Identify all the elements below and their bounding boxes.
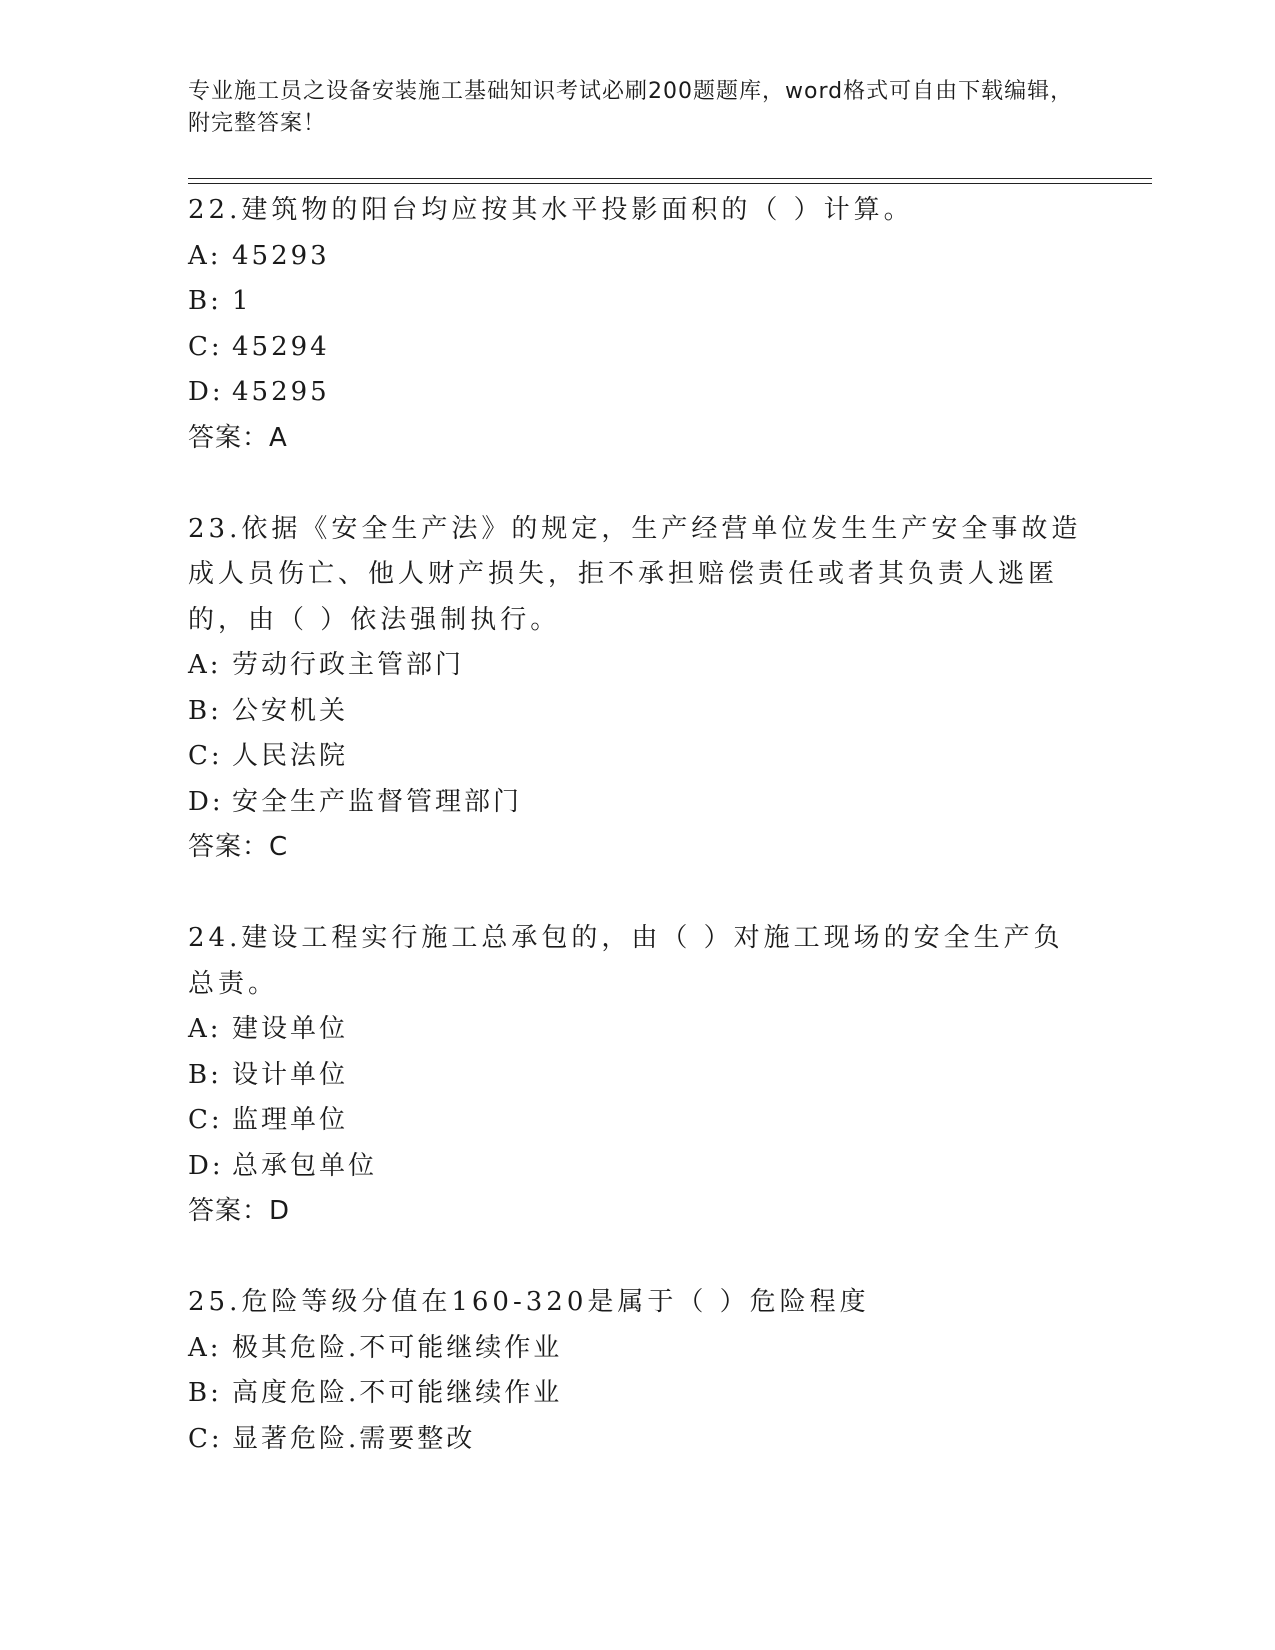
spacer <box>188 1235 1088 1281</box>
option-text: 监理单位 <box>232 1105 349 1135</box>
option-key: A: <box>188 1332 222 1363</box>
answer-line: 答案：D <box>188 1196 291 1226</box>
option-key: B: <box>188 1059 222 1090</box>
option-c <box>188 1098 1088 1144</box>
option-key: A: <box>188 650 222 680</box>
option-key: C: <box>188 331 223 362</box>
option-text: 显著危险.需要整改 <box>232 1423 476 1454</box>
spacer <box>188 871 1088 917</box>
option-key: B: <box>188 695 222 726</box>
question-text: 22.建筑物的阳台均应按其水平投影面积的（ ）计算。 <box>188 195 914 225</box>
option-a <box>188 1007 1088 1053</box>
option-key: D: <box>188 1150 224 1181</box>
question-list <box>188 188 1088 1462</box>
option-text: 公安机关 <box>232 695 349 726</box>
option-key: B: <box>188 286 222 316</box>
question-24 <box>188 916 1088 1235</box>
option-key: C: <box>188 1423 223 1454</box>
header-divider-top <box>188 178 1152 179</box>
document-header: 专业施工员之设备安装施工基础知识考试必刷200题题库，word格式可自由下载编辑，附完整答案！ <box>188 79 1074 136</box>
answer-line: 答案：A <box>188 422 288 453</box>
question-22 <box>188 188 1088 461</box>
option-text: 45293 <box>232 240 330 271</box>
question-25 <box>188 1280 1088 1462</box>
question-text: 24.建设工程实行施工总承包的，由（ ）对施工现场的安全生产负总责。 <box>188 923 1064 999</box>
option-text: 极其危险.不可能继续作业 <box>232 1332 563 1363</box>
option-key: A: <box>188 240 222 271</box>
option-b <box>188 689 1088 735</box>
option-b <box>188 279 1088 325</box>
option-key: A: <box>188 1014 222 1044</box>
option-key: D: <box>188 377 224 407</box>
question-23 <box>188 507 1088 871</box>
option-text: 安全生产监督管理部门 <box>232 786 523 817</box>
option-c <box>188 734 1088 780</box>
answer-line: 答案：C <box>188 832 289 862</box>
option-text: 总承包单位 <box>232 1150 378 1181</box>
option-a <box>188 1326 1088 1372</box>
option-c <box>188 325 1088 371</box>
option-text: 建设单位 <box>232 1014 349 1044</box>
option-text: 高度危险.不可能继续作业 <box>232 1378 563 1408</box>
option-key: D: <box>188 786 224 817</box>
option-text: 设计单位 <box>232 1059 349 1090</box>
question-text: 23.依据《安全生产法》的规定，生产经营单位发生生产安全事故造成人员伤亡、他人财产损失，拒不承担赔偿责任或者其负责人逃匿的，由（ ）依法强制执行。 <box>188 513 1082 635</box>
option-b <box>188 1371 1088 1417</box>
option-text: 人民法院 <box>232 741 349 771</box>
option-d <box>188 780 1088 826</box>
option-text: 45295 <box>232 377 330 407</box>
option-text: 1 <box>232 286 252 316</box>
option-a <box>188 643 1088 689</box>
question-text: 25.危险等级分值在160-320是属于（ ）危险程度 <box>188 1287 870 1317</box>
option-d <box>188 370 1088 416</box>
option-key: C: <box>188 741 223 771</box>
header-divider-bottom <box>188 183 1152 184</box>
option-key: C: <box>188 1105 223 1135</box>
option-text: 劳动行政主管部门 <box>232 650 465 680</box>
option-key: B: <box>188 1378 222 1408</box>
spacer <box>188 461 1088 507</box>
option-text: 45294 <box>232 331 330 362</box>
option-c <box>188 1417 1088 1463</box>
option-b <box>188 1053 1088 1099</box>
option-a <box>188 234 1088 280</box>
option-d <box>188 1144 1088 1190</box>
